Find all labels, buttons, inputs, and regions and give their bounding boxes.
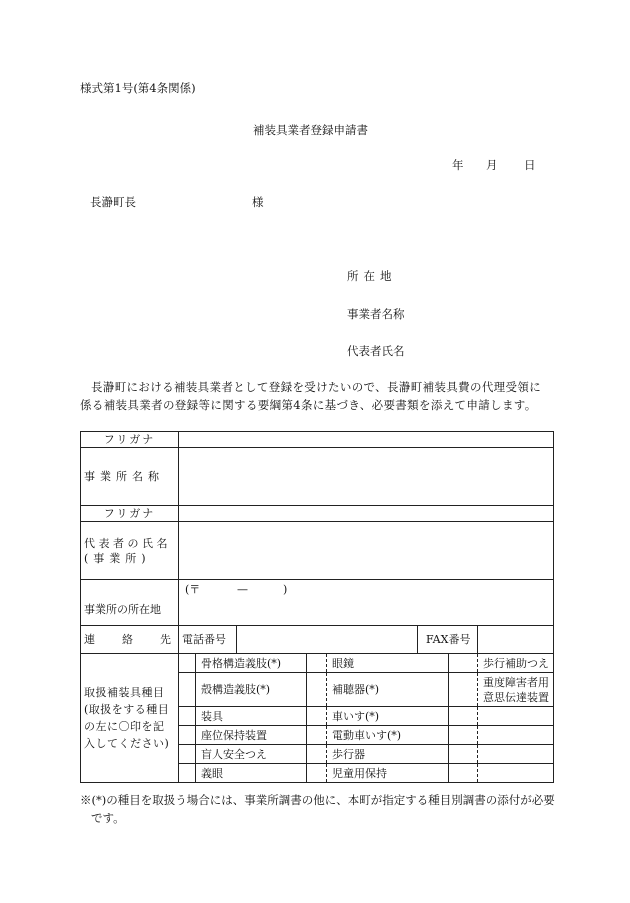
contact-label-cell [81, 626, 179, 654]
honorific: 様 [252, 195, 264, 209]
item-checkbox[interactable] [449, 745, 478, 764]
footnote: ※(*)の種目を取扱う場合には、事業所調書の他に、本町が指定する種目別調書の添付が必要です。 [80, 793, 555, 825]
item-label [478, 745, 554, 764]
office-furigana-field[interactable] [179, 432, 554, 448]
contact-label-1: 連 [84, 633, 95, 646]
rep-name-label-line2: (事業所) [84, 551, 151, 565]
item-checkbox[interactable] [307, 673, 327, 707]
item-category-line: (取扱をする種目 [84, 703, 170, 716]
item-checkbox[interactable] [307, 654, 327, 673]
form-number: 様式第1号(第4条関係) [80, 81, 196, 95]
applicant-rep-label: 代表者氏名 [347, 344, 405, 358]
item-checkbox[interactable] [449, 654, 478, 673]
item-checkbox[interactable] [307, 764, 327, 783]
registration-table [80, 431, 554, 783]
postal-dash: — [237, 583, 248, 596]
furigana-label: フリガナ [81, 506, 179, 522]
postal-close: ) [283, 583, 288, 596]
date-year: 年 [452, 158, 464, 172]
item-checkbox[interactable] [179, 726, 196, 745]
item-checkbox[interactable] [307, 745, 327, 764]
contact-label-3: 先 [160, 633, 171, 646]
item-label: 歩行器 [327, 745, 449, 764]
item-label: 車いす(*) [327, 707, 449, 726]
item-checkbox[interactable] [449, 673, 478, 707]
rep-name-field[interactable] [179, 522, 554, 580]
date-day: 日 [524, 158, 536, 172]
item-category-line: 取扱補装具種目 [84, 686, 165, 699]
item-checkbox[interactable] [307, 707, 327, 726]
item-label: 座位保持装置 [196, 726, 307, 745]
fax-label: FAX番号 [418, 626, 478, 654]
item-checkbox[interactable] [179, 745, 196, 764]
furigana-label: フリガナ [81, 432, 179, 448]
office-address-field[interactable] [179, 580, 554, 626]
item-label: 骨格構造義肢(*) [196, 654, 307, 673]
rep-name-label-line1: 代表者の氏名 [84, 536, 171, 550]
item-label: 眼鏡 [327, 654, 449, 673]
office-name-label: 事業所名称 [81, 448, 179, 506]
rep-furigana-field[interactable] [179, 506, 554, 522]
item-checkbox[interactable] [179, 707, 196, 726]
item-label: 装具 [196, 707, 307, 726]
office-address-label: 事業所の所在地 [81, 580, 179, 626]
item-label: 児童用保持 [327, 764, 449, 783]
item-label: 電動車いす(*) [327, 726, 449, 745]
item-category-line: 入してください) [84, 737, 170, 750]
item-label [478, 764, 554, 783]
document-title: 補装具業者登録申請書 [253, 123, 368, 137]
item-label: 義眼 [196, 764, 307, 783]
item-label: 歩行補助つえ [478, 654, 554, 673]
office-name-field[interactable] [179, 448, 554, 506]
item-checkbox[interactable] [449, 707, 478, 726]
item-checkbox[interactable] [179, 654, 196, 673]
item-label [478, 707, 554, 726]
item-label: 殻構造義肢(*) [196, 673, 307, 707]
applicant-company-label: 事業者名称 [347, 307, 405, 321]
item-category-line: の左に〇印を記 [84, 720, 165, 733]
item-checkbox[interactable] [449, 764, 478, 783]
item-checkbox[interactable] [179, 764, 196, 783]
postal-mark: (〒 [185, 583, 201, 596]
item-label [478, 726, 554, 745]
item-label: 補聴器(*) [327, 673, 449, 707]
applicant-address-label: 所在地 [347, 269, 397, 283]
date-month: 月 [486, 158, 498, 172]
rep-name-label [81, 522, 179, 580]
item-checkbox[interactable] [307, 726, 327, 745]
item-checkbox[interactable] [449, 726, 478, 745]
addressee: 長瀞町長 [90, 195, 136, 209]
phone-field[interactable] [237, 626, 418, 654]
application-body-text: 長瀞町における補装具業者として登録を受けたいので、長瀞町補装具費の代理受領に係る補装具業者の登録等に関する要綱第4条に基づき、必要書類を添えて申請します。 [80, 380, 542, 412]
contact-label-2: 絡 [122, 633, 133, 646]
item-label: 重度障害者用意思伝達装置 [478, 673, 554, 707]
fax-field[interactable] [478, 626, 554, 654]
item-label: 盲人安全つえ [196, 745, 307, 764]
item-category-label [81, 654, 179, 783]
phone-label: 電話番号 [179, 626, 237, 654]
item-checkbox[interactable] [179, 673, 196, 707]
